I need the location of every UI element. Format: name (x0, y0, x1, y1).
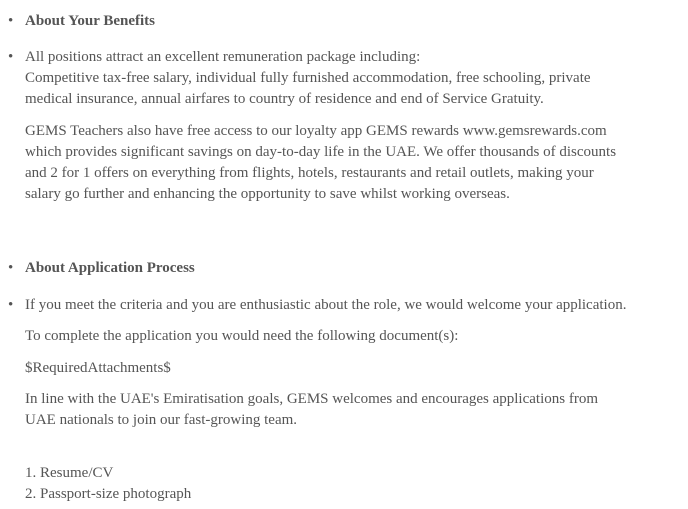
benefits-heading: About Your Benefits (25, 13, 156, 29)
bullet-icon: • (8, 13, 14, 29)
benefits-intro: All positions attract an excellent remuneration package including: (25, 49, 421, 65)
emiratisation-line: UAE nationals to join our fast-growing team. (25, 412, 298, 428)
benefits-package-line: medical insurance, annual airfares to country of residence and end of Service Gratuity. (25, 91, 544, 107)
application-criteria (25, 295, 685, 316)
rewards-paragraph (25, 121, 685, 205)
documents-list (25, 463, 685, 505)
bullet-icon: • (8, 297, 14, 313)
criteria-text: If you meet the criteria and you are enthusiastic about the role, we would welcome your application. (25, 297, 627, 313)
bullet-icon: • (8, 260, 14, 276)
emiratisation-line: In line with the UAE's Emiratisation goals, GEMS welcomes and encourages applications from (25, 391, 598, 407)
application-heading: About Application Process (25, 260, 195, 276)
attachments-placeholder: $RequiredAttachments$ (25, 360, 171, 376)
rewards-line: salary go further and enhancing the opportunity to save whilst working overseas. (25, 186, 510, 202)
documents-intro: To complete the application you would need the following document(s): (25, 328, 459, 344)
emiratisation-paragraph (25, 389, 685, 431)
list-item: 2. Passport-size photograph (25, 486, 192, 502)
list-item: 1. Resume/CV (25, 465, 114, 481)
rewards-line: and 2 for 1 offers on everything from flights, hotels, restaurants and retail outlets, making your (25, 165, 594, 181)
bullet-icon: • (8, 49, 14, 65)
rewards-line: GEMS Teachers also have free access to our loyalty app GEMS rewards www.gemsrewards.com (25, 123, 607, 139)
benefits-paragraph (25, 47, 685, 110)
rewards-line: which provides significant savings on day-to-day life in the UAE. We offer thousands of discounts (25, 144, 617, 160)
benefits-package-line: Competitive tax-free salary, individual fully furnished accommodation, free schooling, private (25, 70, 591, 86)
